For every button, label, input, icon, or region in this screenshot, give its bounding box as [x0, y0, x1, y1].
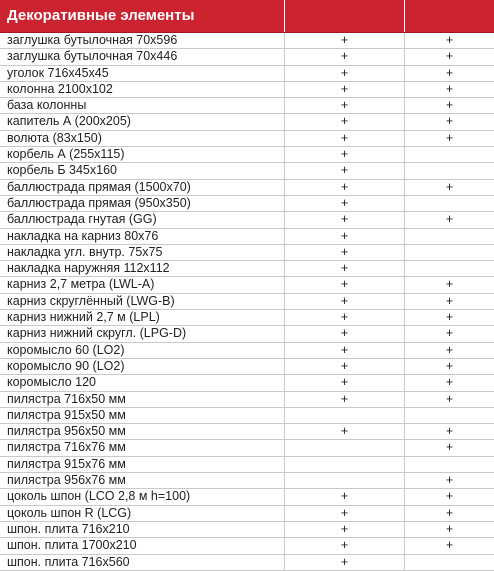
table-row	[0, 196, 494, 212]
availability-cell-col2: +	[285, 49, 405, 64]
table-row	[0, 131, 494, 147]
availability-cell-col3: +	[445, 473, 454, 488]
availability-cell-col2: +	[285, 326, 405, 341]
availability-cell-col3	[405, 163, 494, 178]
availability-cell-col3: +	[445, 342, 454, 357]
availability-cell-col2: +	[285, 114, 405, 129]
item-name-cell: баллюстрада прямая (950х350)	[0, 196, 285, 211]
availability-cell-col3: +	[445, 326, 454, 341]
item-name-cell: карниз нижний 2,7 м (LPL)	[0, 310, 285, 325]
availability-cell-col2: +	[285, 555, 405, 570]
availability-cell-col2: +	[285, 375, 405, 390]
availability-cell-col2: +	[285, 33, 405, 48]
table-row	[0, 489, 494, 505]
item-name-cell: пилястра 915х76 мм	[0, 457, 285, 472]
item-name-cell: уголок 716х45х45	[0, 66, 285, 81]
item-name-cell: капитель А (200х205)	[0, 114, 285, 129]
availability-cell-col3: +	[445, 49, 454, 64]
availability-cell-col2: +	[285, 261, 405, 276]
table-body	[0, 33, 494, 571]
availability-cell-col2: +	[285, 424, 405, 439]
availability-cell-col3	[405, 408, 494, 423]
table-row	[0, 408, 494, 424]
table-row	[0, 245, 494, 261]
item-name-cell: заглушка бутылочная 70х446	[0, 49, 285, 64]
item-name-cell: цоколь шпон (LCO 2,8 м h=100)	[0, 489, 285, 504]
item-name-cell: накладка угл. внутр. 75х75	[0, 245, 285, 260]
availability-cell-col3: +	[445, 65, 454, 80]
table-row	[0, 114, 494, 130]
item-name-cell: колонна 2100х102	[0, 82, 285, 97]
availability-cell-col3	[405, 245, 494, 260]
availability-cell-col2: +	[285, 147, 405, 162]
availability-cell-col3: +	[445, 391, 454, 406]
table-row	[0, 424, 494, 440]
item-name-cell: карниз скруглённый (LWG-B)	[0, 294, 285, 309]
item-name-cell: коромысло 120	[0, 375, 285, 390]
availability-cell-col3: +	[445, 130, 454, 145]
table-row	[0, 98, 494, 114]
item-name-cell: баллюстрада прямая (1500х70)	[0, 180, 285, 195]
availability-cell-col2	[285, 408, 405, 423]
header-column-2	[285, 0, 405, 32]
table-row	[0, 473, 494, 489]
item-name-cell: шпон. плита 716х210	[0, 522, 285, 537]
availability-cell-col2: +	[285, 196, 405, 211]
availability-cell-col2: +	[285, 392, 405, 407]
availability-cell-col2: +	[285, 82, 405, 97]
availability-cell-col2: +	[285, 229, 405, 244]
table-row	[0, 163, 494, 179]
availability-cell-col2	[285, 473, 405, 488]
availability-cell-col3	[405, 555, 494, 570]
table-header	[0, 0, 494, 33]
availability-cell-col3: +	[445, 293, 454, 308]
item-name-cell: накладка на карниз 80х76	[0, 229, 285, 244]
item-name-cell: карниз нижний скругл. (LPG-D)	[0, 326, 285, 341]
availability-cell-col3	[405, 229, 494, 244]
availability-cell-col3: +	[445, 538, 454, 553]
availability-cell-col3: +	[445, 505, 454, 520]
availability-cell-col3: +	[445, 375, 454, 390]
availability-cell-col3	[405, 147, 494, 162]
table-row	[0, 326, 494, 342]
item-name-cell: корбель Б 345х160	[0, 163, 285, 178]
availability-cell-col3: +	[445, 179, 454, 194]
availability-cell-col2: +	[285, 131, 405, 146]
table-row	[0, 180, 494, 196]
table-row	[0, 82, 494, 98]
table-row	[0, 49, 494, 65]
availability-cell-col3: +	[445, 114, 454, 129]
table-row	[0, 522, 494, 538]
table-row	[0, 375, 494, 391]
item-name-cell: шпон. плита 716х560	[0, 555, 285, 570]
item-name-cell: пилястра 716х76 мм	[0, 440, 285, 455]
item-name-cell: карниз 2,7 метра (LWL-A)	[0, 277, 285, 292]
item-name-cell: пилястра 915х50 мм	[0, 408, 285, 423]
table-row	[0, 277, 494, 293]
table-row	[0, 440, 494, 456]
item-name-cell: заглушка бутылочная 70х596	[0, 33, 285, 48]
table-row	[0, 212, 494, 228]
availability-cell-col2	[285, 440, 405, 455]
item-name-cell: цоколь шпон R (LCG)	[0, 506, 285, 521]
availability-cell-col3: +	[445, 81, 454, 96]
availability-cell-col2: +	[285, 343, 405, 358]
availability-cell-col3: +	[445, 277, 454, 292]
table-row	[0, 229, 494, 245]
availability-cell-col2: +	[285, 489, 405, 504]
availability-cell-col2: +	[285, 310, 405, 325]
header-column-3	[405, 0, 494, 32]
item-name-cell: коромысло 90 (LO2)	[0, 359, 285, 374]
item-name-cell: накладка наружняя 112х112	[0, 261, 285, 276]
item-name-cell: пилястра 956х50 мм	[0, 424, 285, 439]
availability-cell-col2	[285, 457, 405, 472]
availability-cell-col2: +	[285, 163, 405, 178]
availability-cell-col3	[405, 261, 494, 276]
availability-cell-col2: +	[285, 538, 405, 553]
table-row	[0, 555, 494, 571]
table-row	[0, 310, 494, 326]
table-row	[0, 457, 494, 473]
table-row	[0, 506, 494, 522]
item-name-cell: волюта (83х150)	[0, 131, 285, 146]
availability-cell-col3: +	[445, 521, 454, 536]
item-name-cell: коромысло 60 (LO2)	[0, 343, 285, 358]
table-row	[0, 66, 494, 82]
availability-cell-col3: +	[445, 33, 454, 47]
header-title: Декоративные элементы	[0, 0, 285, 32]
availability-cell-col3: +	[445, 489, 454, 504]
availability-cell-col2: +	[285, 277, 405, 292]
availability-cell-col2: +	[285, 180, 405, 195]
table-row	[0, 359, 494, 375]
table-row	[0, 392, 494, 408]
table-row	[0, 33, 494, 49]
item-name-cell: пилястра 956х76 мм	[0, 473, 285, 488]
availability-cell-col2: +	[285, 359, 405, 374]
availability-cell-col3	[405, 196, 494, 211]
availability-cell-col3: +	[445, 440, 454, 455]
item-name-cell: пилястра 716х50 мм	[0, 392, 285, 407]
availability-cell-col2: +	[285, 294, 405, 309]
availability-cell-col2: +	[285, 245, 405, 260]
availability-cell-col2: +	[285, 212, 405, 227]
item-name-cell: база колонны	[0, 98, 285, 113]
availability-cell-col2: +	[285, 522, 405, 537]
table-row	[0, 538, 494, 554]
availability-cell-col3: +	[445, 212, 454, 227]
availability-cell-col2: +	[285, 98, 405, 113]
availability-cell-col2: +	[285, 506, 405, 521]
table-row	[0, 343, 494, 359]
availability-cell-col3: +	[445, 310, 454, 325]
availability-cell-col3: +	[445, 424, 454, 439]
availability-cell-col3: +	[445, 358, 454, 373]
availability-cell-col3	[405, 457, 494, 472]
availability-cell-col2: +	[285, 66, 405, 81]
table-row	[0, 261, 494, 277]
item-name-cell: шпон. плита 1700х210	[0, 538, 285, 553]
table-row	[0, 294, 494, 310]
item-name-cell: баллюстрада гнутая (GG)	[0, 212, 285, 227]
table-row	[0, 147, 494, 163]
availability-cell-col3: +	[445, 98, 454, 113]
item-name-cell: корбель А (255х115)	[0, 147, 285, 162]
